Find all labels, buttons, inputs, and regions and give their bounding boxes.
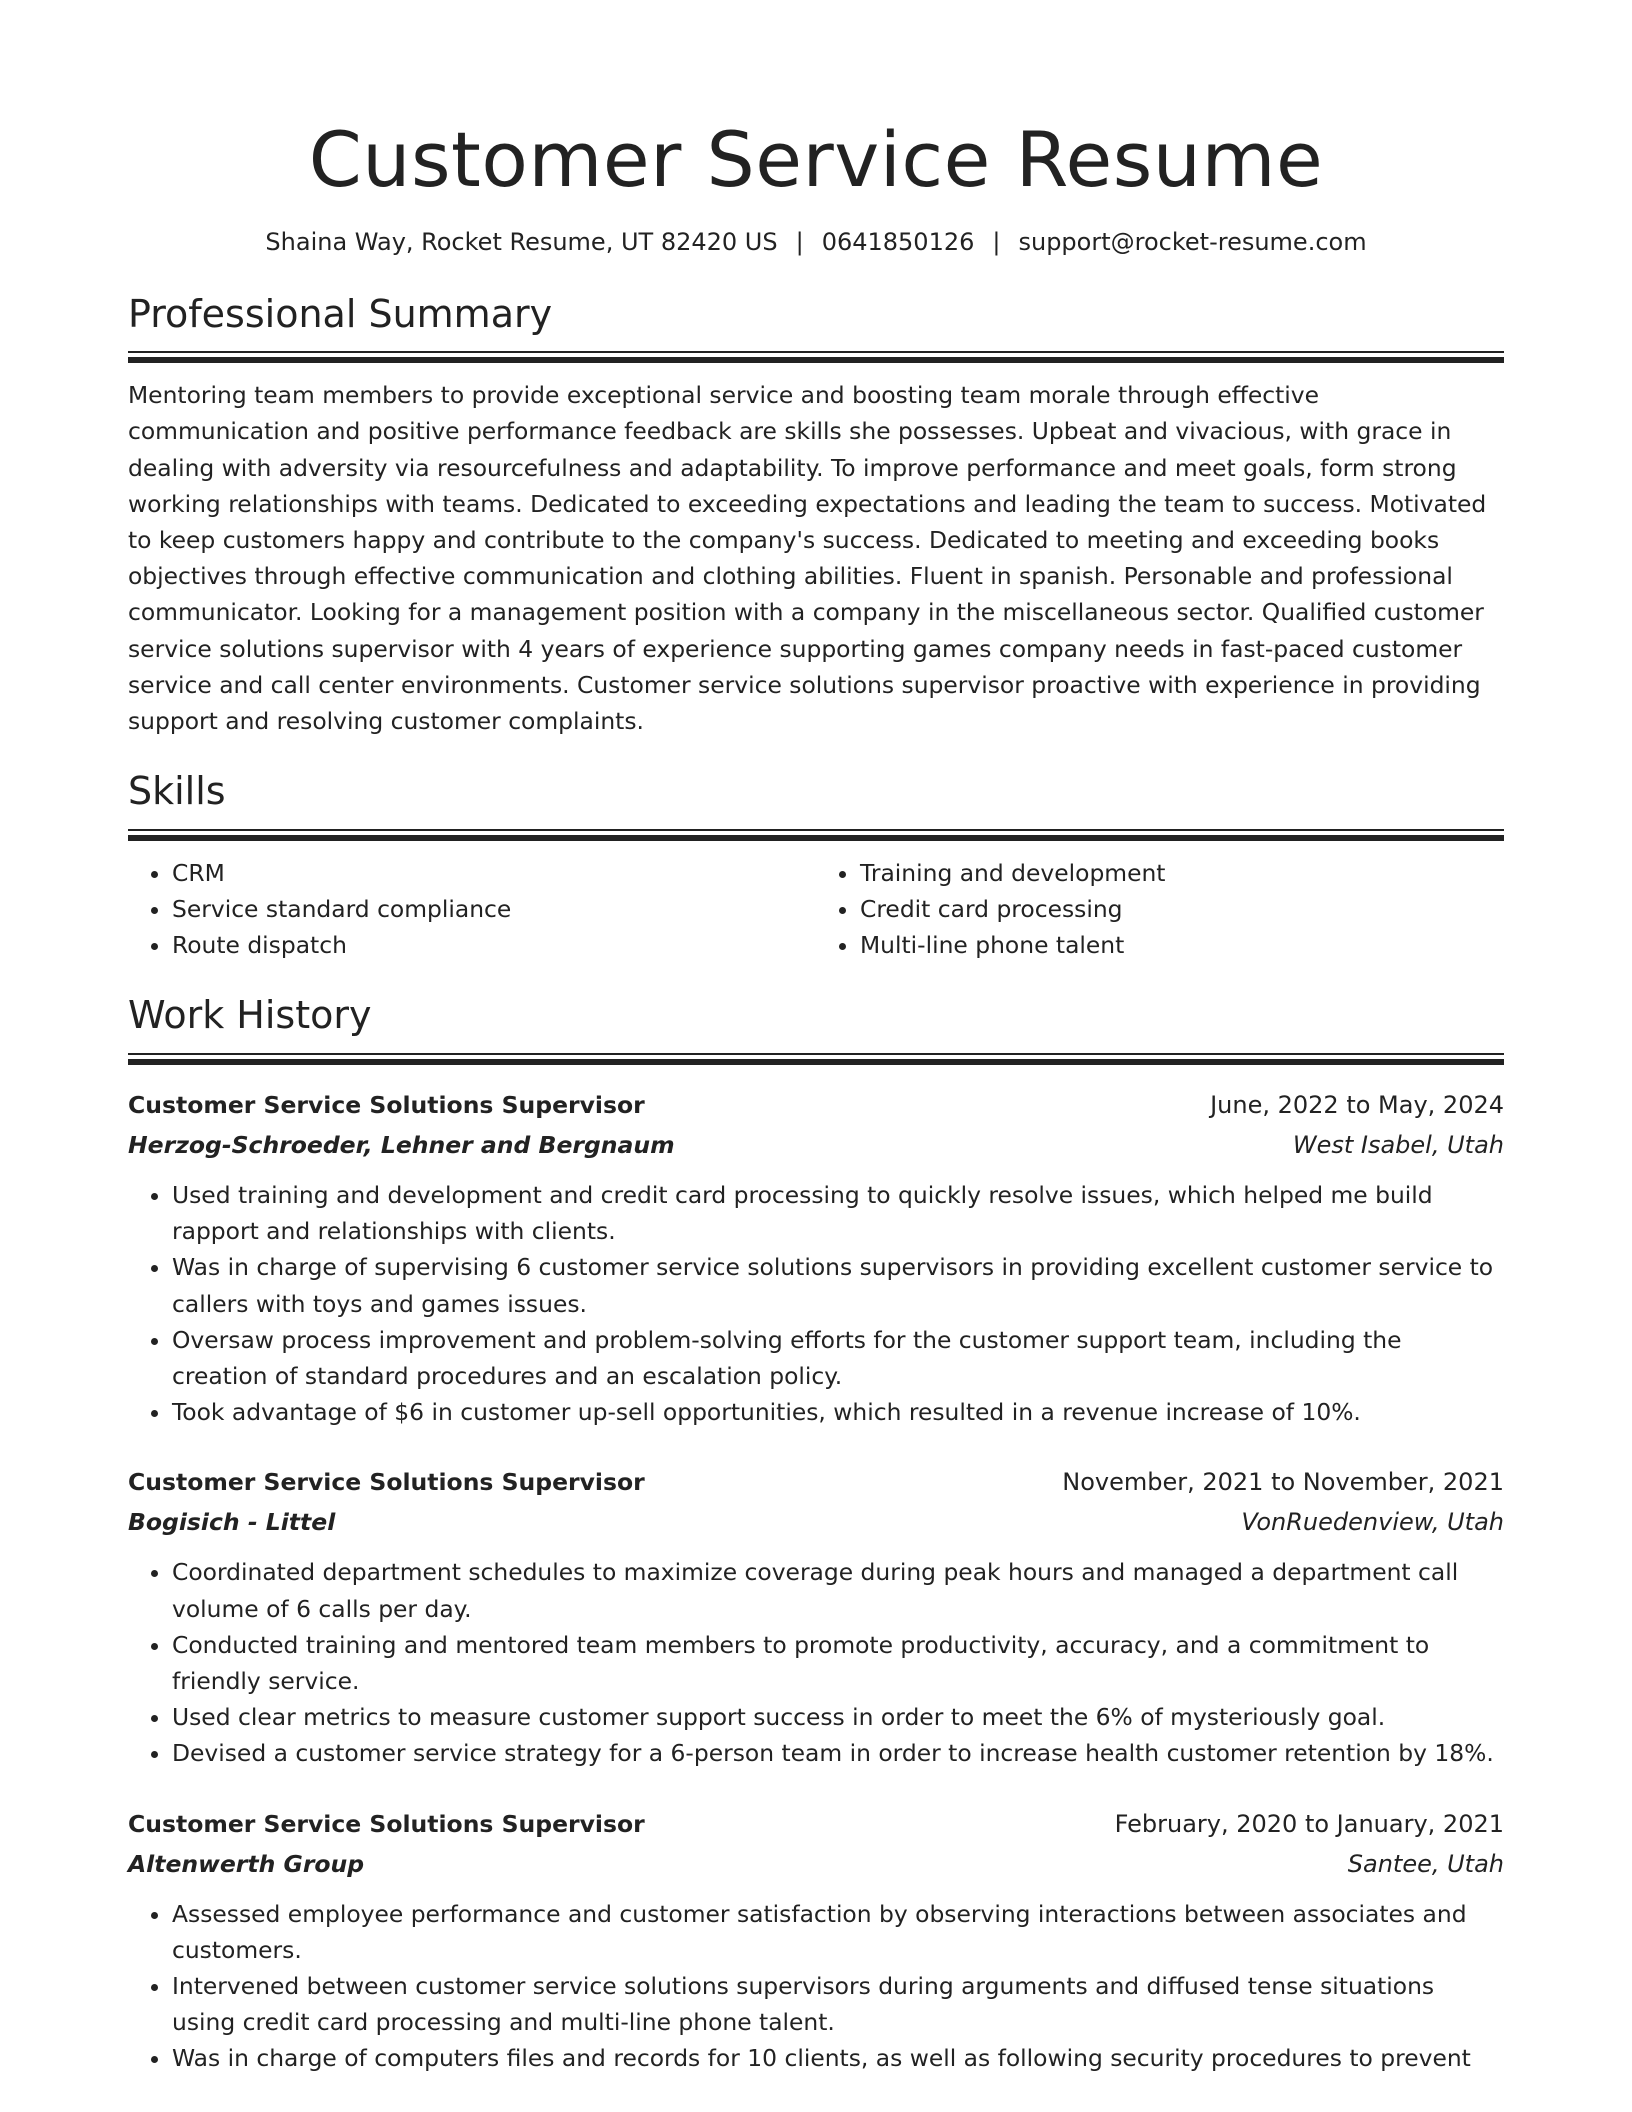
job-bullet: • Assessed employee performance and customer satisfaction by observing interactions between associates and customers. bbox=[172, 1896, 1504, 1968]
job-entry bbox=[128, 1804, 1504, 2077]
contact-address: Shaina Way, Rocket Resume, UT 82420 US bbox=[265, 227, 778, 256]
job-bullet: • Coordinated department schedules to maximize coverage during peak hours and managed a department call volume of 6 calls per day. bbox=[172, 1554, 1504, 1626]
job-bullets bbox=[128, 1554, 1504, 1771]
skills-column-left bbox=[128, 855, 816, 964]
job-company: Herzog-Schroeder, Lehner and Bergnaum bbox=[128, 1131, 675, 1160]
job-dates: February, 2020 to January, 2021 bbox=[1114, 1809, 1504, 1838]
work-history-section bbox=[128, 993, 1504, 2076]
skill-item: • Route dispatch bbox=[172, 927, 816, 963]
summary-text: Mentoring team members to provide exceptional service and boosting team morale through effective communication and positive performance feedback are skills she possesses. Upbeat and vivacious, with grace in dealing with adversity via resourcefulness and adaptability. To improve performance and meet goals, form strong working relationships with teams. Dedicated to exceeding expectations and leading the team to success. Motivated to keep customers happy and contribute to the company's success. Dedicated to meeting and exceeding books objectives through effective communication and clothing abilities. Fluent in spanish. Personable and professional communicator. Looking for a management position with a company in the miscellaneous sector. Qualified customer service solutions supervisor with 4 years of experience supporting games company needs in fast-paced customer service and call center environments. Customer service solutions supervisor proactive with experience in providing support and resolving customer complaints. bbox=[128, 381, 1487, 736]
skill-item: • Training and development bbox=[860, 855, 1504, 891]
job-header bbox=[128, 1804, 1504, 1844]
job-subheader bbox=[128, 1502, 1504, 1542]
job-company: Altenwerth Group bbox=[128, 1849, 365, 1878]
summary-section bbox=[128, 292, 1504, 740]
job-bullet: • Intervened between customer service solutions supervisors during arguments and diffused tense situations using credit card processing and multi-line phone talent. bbox=[172, 1968, 1504, 2040]
job-bullet: • Oversaw process improvement and problem-solving efforts for the customer support team, including the creation of standard procedures and an escalation policy. bbox=[172, 1322, 1504, 1394]
job-bullet: • Was in charge of computers files and records for 10 clients, as well as following security procedures to prevent bbox=[172, 2040, 1504, 2076]
job-bullet: • Was in charge of supervising 6 customer service solutions supervisors in providing excellent customer service to callers with toys and games issues. bbox=[172, 1249, 1504, 1321]
job-subheader bbox=[128, 1844, 1504, 1884]
skills-column-right bbox=[816, 855, 1504, 964]
skill-item: • Credit card processing bbox=[860, 891, 1504, 927]
job-bullet: • Conducted training and mentored team members to promote productivity, accuracy, and a commitment to friendly service. bbox=[172, 1627, 1504, 1699]
skills-heading: Skills bbox=[128, 769, 226, 814]
contact-email: support@rocket-resume.com bbox=[1018, 227, 1367, 256]
contact-line bbox=[128, 228, 1504, 256]
contact-separator: | bbox=[795, 227, 804, 256]
job-bullet: • Used training and development and credit card processing to quickly resolve issues, which helped me build rapport and relationships with clients. bbox=[172, 1177, 1504, 1249]
job-location: VonRuedenview, Utah bbox=[1241, 1508, 1504, 1537]
job-bullet: • Took advantage of $6 in customer up-sell opportunities, which resulted in a revenue increase of 10%. bbox=[172, 1394, 1504, 1430]
job-title: Customer Service Solutions Supervisor bbox=[128, 1809, 645, 1838]
job-location: Santee, Utah bbox=[1347, 1849, 1504, 1878]
summary-heading: Professional Summary bbox=[128, 291, 553, 336]
job-header bbox=[128, 1462, 1504, 1502]
job-dates: November, 2021 to November, 2021 bbox=[1062, 1468, 1504, 1497]
skill-item: • CRM bbox=[172, 855, 816, 891]
resume-title: Customer Service Resume bbox=[308, 115, 1324, 204]
job-bullets bbox=[128, 1896, 1504, 2077]
skills-section bbox=[128, 769, 1504, 963]
job-title: Customer Service Solutions Supervisor bbox=[128, 1091, 645, 1120]
job-title: Customer Service Solutions Supervisor bbox=[128, 1468, 645, 1497]
job-dates: June, 2022 to May, 2024 bbox=[1210, 1091, 1504, 1120]
section-divider bbox=[128, 1053, 1504, 1065]
job-header bbox=[128, 1085, 1504, 1125]
job-bullet: • Devised a customer service strategy for a 6-person team in order to increase health customer retention by 18%. bbox=[172, 1735, 1504, 1771]
contact-phone: 0641850126 bbox=[821, 227, 975, 256]
section-divider bbox=[128, 829, 1504, 841]
skills-list bbox=[128, 855, 1504, 964]
job-entry bbox=[128, 1085, 1504, 1430]
job-bullets bbox=[128, 1177, 1504, 1430]
skill-item: • Multi-line phone talent bbox=[860, 927, 1504, 963]
job-company: Bogisich - Littel bbox=[128, 1508, 336, 1537]
work-history-heading: Work History bbox=[128, 993, 372, 1038]
section-divider bbox=[128, 351, 1504, 363]
job-subheader bbox=[128, 1125, 1504, 1165]
job-location: West Isabel, Utah bbox=[1292, 1131, 1504, 1160]
job-entry bbox=[128, 1462, 1504, 1771]
job-bullet: • Used clear metrics to measure customer support success in order to meet the 6% of mysteriously goal. bbox=[172, 1699, 1504, 1735]
contact-separator: | bbox=[992, 227, 1001, 256]
skill-item: • Service standard compliance bbox=[172, 891, 816, 927]
